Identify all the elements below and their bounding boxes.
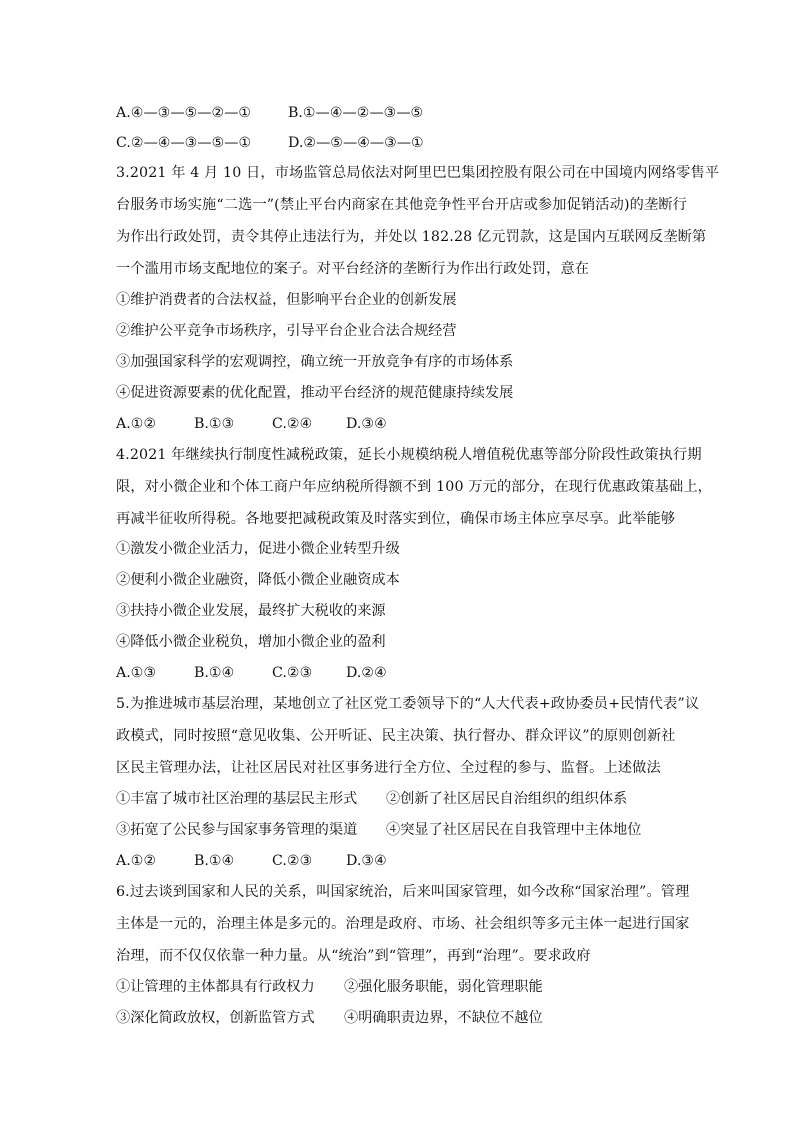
q3-option-b: B.①③	[194, 416, 235, 432]
q6-stem-line: 主体是一元的，治理主体是多元的。治理是政府、市场、社会组织等多元主体一起进行国家	[116, 916, 690, 932]
q4-item-4: ④降低小微企业税负，增加小微企业的盈利	[116, 634, 386, 650]
q2-option-b: B.①—④—②—③—⑤	[288, 105, 424, 121]
q4-options	[116, 663, 696, 683]
q5-items-row-1	[116, 789, 696, 809]
q3-option-c: C.②④	[272, 416, 313, 432]
q2-option-d: D.②—⑤—④—③—①	[288, 135, 424, 151]
q4-option-c: C.②③	[272, 665, 313, 681]
q5-stem-line: 5.为推进城市基层治理，某地创立了社区党工委领导下的“人大代表+政协委员+民情代表”议	[116, 696, 700, 712]
q4-option-d: D.②④	[346, 665, 387, 681]
q3-option-d: D.③④	[346, 416, 387, 432]
q6-stem-line: 6.过去谈到国家和人民的关系，叫国家统治，后来叫国家管理，如今改称“国家治理”。管理	[116, 884, 690, 900]
q4-item-2: ②便利小微企业融资，降低小微企业融资成本	[116, 572, 400, 588]
q4-option-a: A.①③	[116, 665, 157, 681]
q6-item-3: ③深化简政放权，创新监管方式	[116, 1010, 315, 1026]
q4-item-3: ③扶持小微企业发展，最终扩大税收的来源	[116, 603, 386, 619]
q5-item-4: ④突显了社区居民在自我管理中主体地位	[386, 822, 642, 838]
q5-stem-line: 政模式，同时按照“意见收集、公开听证、民主决策、执行督办、群众评议”的原则创新社	[116, 728, 676, 744]
q4-stem-line: 限，对小微企业和个体工商户年应纳税所得额不到 100 万元的部分，在现行优惠政策基础上，	[116, 479, 713, 495]
q6-items-row-1	[116, 977, 696, 997]
q5-option-d: D.③④	[346, 853, 387, 869]
q5-option-a: A.①②	[116, 853, 157, 869]
q3-item-2: ②维护公平竞争市场秩序，引导平台企业合法合规经营	[116, 323, 457, 339]
q5-options	[116, 851, 696, 871]
q3-options	[116, 414, 696, 434]
q4-item-1: ①激发小微企业活力，促进小微企业转型升级	[116, 541, 400, 557]
q2-options-row-1	[116, 103, 696, 123]
q4-option-b: B.①④	[194, 665, 235, 681]
q2-options-row-2	[116, 133, 696, 153]
q6-items-row-2	[116, 1008, 696, 1028]
q3-item-1: ①维护消费者的合法权益，但影响平台企业的创新发展	[116, 292, 457, 308]
q5-option-b: B.①④	[194, 853, 235, 869]
q6-stem-line: 治理，而不仅仅依靠一种力量。从“统治”到“管理”，再到“治理”。要求政府	[116, 948, 591, 964]
q5-item-1: ①丰富了城市社区治理的基层民主形式	[116, 791, 358, 807]
q2-option-c: C.②—④—③—⑤—①	[116, 135, 252, 151]
q3-item-3: ③加强国家科学的宏观调控，确立统一开放竞争有序的市场体系	[116, 354, 514, 370]
q5-option-c: C.②③	[272, 853, 313, 869]
q3-item-4: ④促进资源要素的优化配置，推动平台经济的规范健康持续发展	[116, 385, 514, 401]
q6-item-2: ②强化服务职能，弱化管理职能	[344, 979, 543, 995]
q5-stem-line: 区民主管理办法，让社区居民对社区事务进行全方位、全过程的参与、监督。上述做法	[116, 760, 661, 776]
q6-item-1: ①让管理的主体都具有行政权力	[116, 979, 315, 995]
q3-stem-line: 台服务市场实施“二选一”(禁止平台内商家在其他竞争性平台开店或参加促销活动)的垄断行	[116, 197, 688, 213]
q3-stem-line: 为作出行政处罚，责令其停止违法行为，并处以 182.28 亿元罚款，这是国内互联网反垄断第	[116, 229, 707, 245]
q6-item-4: ④明确职责边界，不缺位不越位	[344, 1010, 543, 1026]
q5-items-row-2	[116, 820, 696, 840]
q4-stem-line: 4.2021 年继续执行制度性减税政策，延长小规模纳税人增值税优惠等部分阶段性政策执行期	[116, 447, 702, 463]
q3-option-a: A.①②	[116, 416, 157, 432]
q2-option-a: A.④—③—⑤—②—①	[116, 105, 252, 121]
q4-stem-line: 再减半征收所得税。各地要把减税政策及时落实到位，确保市场主体应享尽享。此举能够	[116, 511, 676, 527]
q5-item-3: ③拓宽了公民参与国家事务管理的渠道	[116, 822, 358, 838]
q3-stem-line: 一个滥用市场支配地位的案子。对平台经济的垄断行为作出行政处罚，意在	[116, 261, 590, 277]
q5-item-2: ②创新了社区居民自治组织的组织体系	[386, 791, 628, 807]
q3-stem-line: 3.2021 年 4 月 10 日，市场监管总局依法对阿里巴巴集团控股有限公司在中国境内网络零售平	[116, 165, 720, 181]
